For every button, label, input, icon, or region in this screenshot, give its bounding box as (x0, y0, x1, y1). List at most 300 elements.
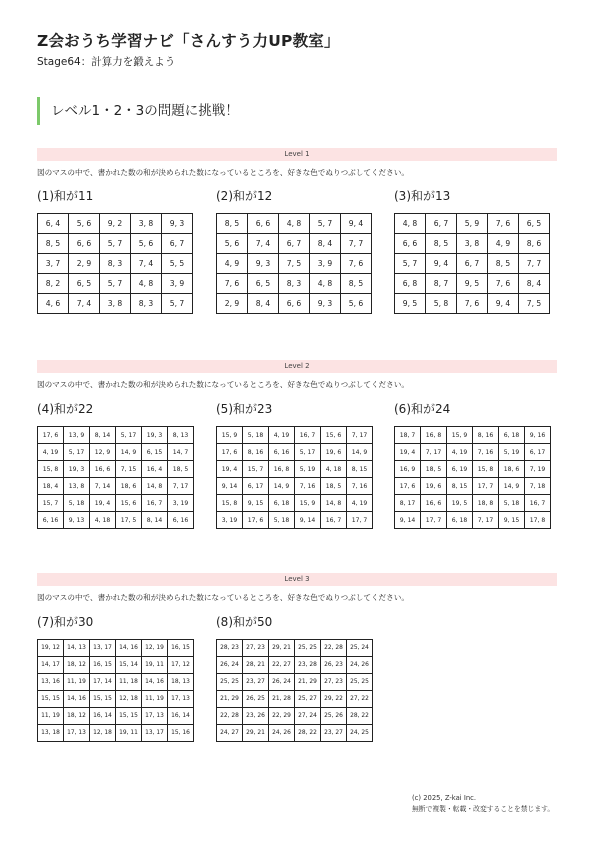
grid-row (217, 657, 373, 674)
grid-cell[interactable]: 5, 7 (100, 234, 131, 254)
grid-row (217, 691, 373, 708)
grid-cell[interactable]: 26, 24 (217, 657, 243, 674)
grid-cell[interactable]: 25, 26 (321, 708, 347, 725)
grid-row (217, 640, 373, 657)
grid-cell[interactable]: 16, 14 (90, 708, 116, 725)
grid-row (217, 461, 373, 478)
grid-cell[interactable]: 16, 7 (142, 495, 168, 512)
grid-cell[interactable]: 19, 4 (90, 495, 116, 512)
grid-cell[interactable]: 17, 14 (90, 674, 116, 691)
grid-cell[interactable]: 5, 6 (69, 214, 100, 234)
grid-cell[interactable]: 8, 5 (426, 234, 457, 254)
grid-cell[interactable]: 6, 18 (499, 427, 525, 444)
grid-cell[interactable]: 8, 4 (519, 274, 550, 294)
grid-cell[interactable]: 8, 17 (395, 495, 421, 512)
grid-row (395, 461, 551, 478)
grid-cell[interactable]: 17, 6 (38, 427, 64, 444)
grid-cell[interactable]: 19, 12 (38, 640, 64, 657)
grid-cell[interactable]: 14, 16 (116, 640, 142, 657)
grid-cell[interactable]: 17, 6 (217, 444, 243, 461)
grid-cell[interactable]: 21, 29 (217, 691, 243, 708)
grid-cell[interactable]: 16, 6 (90, 461, 116, 478)
grid-row (38, 461, 194, 478)
grid-cell[interactable]: 17, 6 (243, 512, 269, 529)
grid-row (395, 294, 550, 314)
grid-cell[interactable]: 22, 28 (217, 708, 243, 725)
grid-cell[interactable]: 7, 17 (473, 512, 499, 529)
grid-cell[interactable]: 8, 4 (248, 294, 279, 314)
grid-cell[interactable]: 19, 6 (421, 478, 447, 495)
grid-cell[interactable]: 18, 5 (321, 478, 347, 495)
grid-cell[interactable]: 15, 8 (217, 495, 243, 512)
problem-5-grid (216, 426, 373, 529)
grid-cell[interactable]: 4, 19 (347, 495, 373, 512)
grid-cell[interactable]: 18, 12 (64, 657, 90, 674)
grid-cell[interactable]: 5, 17 (116, 427, 142, 444)
grid-cell[interactable]: 23, 27 (243, 674, 269, 691)
grid-cell[interactable]: 6, 6 (248, 214, 279, 234)
grid-cell[interactable]: 7, 17 (421, 444, 447, 461)
grid-cell[interactable]: 15, 9 (447, 427, 473, 444)
grid-cell[interactable]: 24, 26 (347, 657, 373, 674)
grid-cell[interactable]: 3, 9 (310, 254, 341, 274)
grid-row (38, 254, 193, 274)
grid-cell[interactable]: 6, 16 (168, 512, 194, 529)
grid-cell[interactable]: 17, 12 (168, 657, 194, 674)
grid-cell[interactable]: 16, 4 (142, 461, 168, 478)
problem-5-label: (5)和が23 (216, 402, 273, 416)
grid-cell[interactable]: 7, 6 (488, 274, 519, 294)
grid-cell[interactable]: 23, 26 (243, 708, 269, 725)
grid-cell[interactable]: 5, 7 (310, 214, 341, 234)
grid-cell[interactable]: 3, 8 (457, 234, 488, 254)
grid-cell[interactable]: 22, 29 (269, 708, 295, 725)
grid-cell[interactable]: 3, 19 (168, 495, 194, 512)
grid-row (38, 444, 194, 461)
grid-cell[interactable]: 15, 8 (38, 461, 64, 478)
level-1-instruction: 図のマスの中で、書かれた数の和が決められた数になっているところを、好きな色でぬりつぶしてください。 (37, 168, 409, 177)
grid-cell[interactable]: 3, 19 (217, 512, 243, 529)
grid-cell[interactable]: 27, 23 (243, 640, 269, 657)
problem-2-label: (2)和が12 (216, 189, 273, 203)
grid-cell[interactable]: 17, 7 (421, 512, 447, 529)
grid-cell[interactable]: 5, 9 (457, 214, 488, 234)
grid-cell[interactable]: 19, 11 (142, 657, 168, 674)
grid-cell[interactable]: 4, 19 (269, 427, 295, 444)
grid-row (395, 495, 551, 512)
grid-cell[interactable]: 8, 15 (447, 478, 473, 495)
grid-cell[interactable]: 15, 7 (243, 461, 269, 478)
grid-cell[interactable]: 7, 17 (168, 478, 194, 495)
grid-cell[interactable]: 7, 6 (488, 214, 519, 234)
grid-cell[interactable]: 14, 16 (64, 691, 90, 708)
grid-cell[interactable]: 5, 19 (499, 444, 525, 461)
grid-cell[interactable]: 28, 22 (295, 725, 321, 742)
grid-cell[interactable]: 4, 6 (38, 294, 69, 314)
grid-cell[interactable]: 3, 7 (38, 254, 69, 274)
grid-cell[interactable]: 16, 14 (168, 708, 194, 725)
grid-cell[interactable]: 13, 17 (142, 725, 168, 742)
grid-cell[interactable]: 15, 15 (116, 708, 142, 725)
grid-cell[interactable]: 5, 17 (295, 444, 321, 461)
grid-cell[interactable]: 5, 19 (295, 461, 321, 478)
grid-cell[interactable]: 5, 5 (162, 254, 193, 274)
grid-cell[interactable]: 6, 18 (269, 495, 295, 512)
grid-cell[interactable]: 17, 7 (473, 478, 499, 495)
grid-cell[interactable]: 9, 2 (100, 214, 131, 234)
grid-cell[interactable]: 17, 8 (525, 512, 551, 529)
grid-row (38, 725, 194, 742)
grid-cell[interactable]: 29, 21 (243, 725, 269, 742)
grid-cell[interactable]: 8, 7 (426, 274, 457, 294)
grid-cell[interactable]: 14, 8 (321, 495, 347, 512)
grid-cell[interactable]: 18, 8 (473, 495, 499, 512)
grid-cell[interactable]: 19, 5 (447, 495, 473, 512)
grid-cell[interactable]: 8, 5 (341, 274, 372, 294)
grid-cell[interactable]: 19, 3 (64, 461, 90, 478)
challenge-heading: レベル1・2・3の問題に挑戦！ (37, 97, 239, 125)
grid-cell[interactable]: 19, 11 (116, 725, 142, 742)
grid-cell[interactable]: 16, 9 (395, 461, 421, 478)
grid-cell[interactable]: 6, 17 (525, 444, 551, 461)
grid-cell[interactable]: 4, 19 (38, 444, 64, 461)
grid-cell[interactable]: 15, 14 (116, 657, 142, 674)
grid-cell[interactable]: 6, 16 (269, 444, 295, 461)
grid-cell[interactable]: 26, 25 (243, 691, 269, 708)
grid-cell[interactable]: 6, 7 (457, 254, 488, 274)
grid-cell[interactable]: 12, 18 (90, 725, 116, 742)
problem-2-grid (216, 213, 372, 314)
grid-row (217, 274, 372, 294)
grid-cell[interactable]: 18, 6 (116, 478, 142, 495)
grid-cell[interactable]: 27, 22 (347, 691, 373, 708)
grid-cell[interactable]: 6, 6 (395, 234, 426, 254)
grid-cell[interactable]: 25, 27 (295, 691, 321, 708)
grid-cell[interactable]: 9, 5 (395, 294, 426, 314)
grid-cell[interactable]: 27, 23 (321, 674, 347, 691)
problem-3-grid (394, 213, 550, 314)
grid-cell[interactable]: 9, 3 (248, 254, 279, 274)
grid-cell[interactable]: 15, 15 (38, 691, 64, 708)
grid-cell[interactable]: 13, 18 (38, 725, 64, 742)
grid-row (38, 274, 193, 294)
grid-row (395, 234, 550, 254)
grid-cell[interactable]: 5, 18 (243, 427, 269, 444)
grid-cell[interactable]: 11, 18 (116, 674, 142, 691)
grid-cell[interactable]: 8, 16 (473, 427, 499, 444)
grid-cell[interactable]: 5, 7 (100, 274, 131, 294)
grid-cell[interactable]: 4, 8 (310, 274, 341, 294)
grid-cell[interactable]: 2, 9 (69, 254, 100, 274)
grid-cell[interactable]: 14, 13 (64, 640, 90, 657)
grid-cell[interactable]: 8, 3 (131, 294, 162, 314)
grid-cell[interactable]: 2, 9 (217, 294, 248, 314)
grid-cell[interactable]: 14, 16 (142, 674, 168, 691)
grid-cell[interactable]: 4, 9 (217, 254, 248, 274)
grid-cell[interactable]: 23, 28 (295, 657, 321, 674)
problem-4-label: (4)和が22 (37, 402, 94, 416)
grid-cell[interactable]: 11, 19 (64, 674, 90, 691)
grid-cell[interactable]: 7, 5 (279, 254, 310, 274)
grid-cell[interactable]: 25, 25 (295, 640, 321, 657)
grid-cell[interactable]: 5, 6 (131, 234, 162, 254)
grid-cell[interactable]: 15, 15 (90, 691, 116, 708)
grid-cell[interactable]: 16, 8 (269, 461, 295, 478)
grid-cell[interactable]: 9, 15 (243, 495, 269, 512)
grid-cell[interactable]: 14, 9 (116, 444, 142, 461)
grid-row (217, 674, 373, 691)
grid-row (217, 725, 373, 742)
grid-cell[interactable]: 9, 14 (217, 478, 243, 495)
grid-cell[interactable]: 7, 16 (473, 444, 499, 461)
level-2-band: Level 2 (37, 360, 557, 373)
grid-cell[interactable]: 5, 7 (395, 254, 426, 274)
grid-cell[interactable]: 16, 6 (421, 495, 447, 512)
grid-cell[interactable]: 7, 7 (519, 254, 550, 274)
grid-cell[interactable]: 8, 13 (168, 427, 194, 444)
grid-cell[interactable]: 7, 15 (116, 461, 142, 478)
grid-cell[interactable]: 12, 19 (142, 640, 168, 657)
grid-cell[interactable]: 6, 16 (38, 512, 64, 529)
grid-cell[interactable]: 19, 4 (217, 461, 243, 478)
grid-cell[interactable]: 19, 6 (321, 444, 347, 461)
grid-cell[interactable]: 12, 9 (90, 444, 116, 461)
grid-cell[interactable]: 28, 22 (347, 708, 373, 725)
grid-cell[interactable]: 7, 16 (295, 478, 321, 495)
grid-cell[interactable]: 9, 4 (488, 294, 519, 314)
grid-row (217, 294, 372, 314)
grid-cell[interactable]: 6, 17 (243, 478, 269, 495)
grid-cell[interactable]: 14, 9 (499, 478, 525, 495)
grid-row (38, 495, 194, 512)
grid-cell[interactable]: 21, 29 (295, 674, 321, 691)
grid-cell[interactable]: 25, 25 (347, 674, 373, 691)
grid-cell[interactable]: 4, 8 (131, 274, 162, 294)
grid-cell[interactable]: 8, 3 (100, 254, 131, 274)
grid-cell[interactable]: 18, 6 (499, 461, 525, 478)
grid-cell[interactable]: 3, 8 (100, 294, 131, 314)
grid-row (395, 254, 550, 274)
level-3-band: Level 3 (37, 573, 557, 586)
grid-cell[interactable]: 15, 9 (217, 427, 243, 444)
grid-cell[interactable]: 5, 7 (162, 294, 193, 314)
problem-8-grid (216, 639, 373, 742)
grid-cell[interactable]: 15, 6 (321, 427, 347, 444)
grid-cell[interactable]: 16, 7 (321, 512, 347, 529)
grid-cell[interactable]: 25, 24 (347, 640, 373, 657)
grid-cell[interactable]: 6, 8 (395, 274, 426, 294)
grid-cell[interactable]: 6, 5 (69, 274, 100, 294)
grid-cell[interactable]: 18, 7 (395, 427, 421, 444)
page-subtitle: Stage64：計算力を鍛えよう (37, 56, 176, 68)
grid-row (38, 294, 193, 314)
grid-cell[interactable]: 24, 27 (217, 725, 243, 742)
grid-cell[interactable]: 6, 4 (38, 214, 69, 234)
grid-cell[interactable]: 15, 6 (116, 495, 142, 512)
grid-cell[interactable]: 17, 7 (347, 512, 373, 529)
grid-cell[interactable]: 13, 17 (90, 640, 116, 657)
grid-cell[interactable]: 9, 4 (341, 214, 372, 234)
grid-cell[interactable]: 7, 16 (347, 478, 373, 495)
grid-cell[interactable]: 6, 5 (248, 274, 279, 294)
grid-cell[interactable]: 4, 9 (488, 234, 519, 254)
footer-notice: 無断で複製・転載・改変することを禁じます。 (412, 805, 555, 813)
grid-cell[interactable]: 8, 5 (38, 234, 69, 254)
grid-cell[interactable]: 4, 18 (321, 461, 347, 478)
grid-row (38, 427, 194, 444)
grid-cell[interactable]: 9, 14 (395, 512, 421, 529)
grid-cell[interactable]: 6, 15 (142, 444, 168, 461)
grid-cell[interactable]: 16, 7 (525, 495, 551, 512)
grid-cell[interactable]: 8, 2 (38, 274, 69, 294)
grid-cell[interactable]: 3, 9 (162, 274, 193, 294)
grid-cell[interactable]: 6, 18 (447, 512, 473, 529)
grid-cell[interactable]: 7, 17 (347, 427, 373, 444)
grid-cell[interactable]: 6, 6 (279, 294, 310, 314)
grid-cell[interactable]: 8, 5 (217, 214, 248, 234)
grid-cell[interactable]: 9, 3 (162, 214, 193, 234)
grid-cell[interactable]: 7, 19 (525, 461, 551, 478)
grid-row (217, 427, 373, 444)
grid-row (217, 234, 372, 254)
grid-cell[interactable]: 6, 7 (279, 234, 310, 254)
grid-cell[interactable]: 7, 18 (525, 478, 551, 495)
grid-cell[interactable]: 16, 15 (168, 640, 194, 657)
grid-cell[interactable]: 27, 24 (295, 708, 321, 725)
grid-cell[interactable]: 22, 27 (269, 657, 295, 674)
grid-cell[interactable]: 25, 25 (217, 674, 243, 691)
grid-cell[interactable]: 23, 27 (321, 725, 347, 742)
grid-cell[interactable]: 8, 14 (142, 512, 168, 529)
grid-cell[interactable]: 16, 15 (90, 657, 116, 674)
grid-cell[interactable]: 9, 13 (64, 512, 90, 529)
grid-cell[interactable]: 9, 14 (295, 512, 321, 529)
grid-cell[interactable]: 17, 13 (64, 725, 90, 742)
grid-row (217, 495, 373, 512)
grid-row (38, 512, 194, 529)
grid-cell[interactable]: 13, 8 (64, 478, 90, 495)
grid-cell[interactable]: 9, 4 (426, 254, 457, 274)
grid-cell[interactable]: 5, 17 (64, 444, 90, 461)
grid-cell[interactable]: 7, 6 (457, 294, 488, 314)
grid-cell[interactable]: 17, 6 (395, 478, 421, 495)
grid-cell[interactable]: 13, 9 (64, 427, 90, 444)
grid-cell[interactable]: 6, 19 (447, 461, 473, 478)
grid-cell[interactable]: 26, 24 (269, 674, 295, 691)
grid-cell[interactable]: 5, 8 (426, 294, 457, 314)
grid-cell[interactable]: 17, 13 (168, 691, 194, 708)
grid-row (395, 512, 551, 529)
grid-cell[interactable]: 8, 3 (279, 274, 310, 294)
grid-cell[interactable]: 29, 22 (321, 691, 347, 708)
grid-cell[interactable]: 18, 5 (421, 461, 447, 478)
grid-cell[interactable]: 7, 6 (341, 254, 372, 274)
grid-cell[interactable]: 6, 7 (426, 214, 457, 234)
grid-cell[interactable]: 16, 8 (421, 427, 447, 444)
grid-cell[interactable]: 6, 6 (69, 234, 100, 254)
grid-cell[interactable]: 5, 6 (217, 234, 248, 254)
grid-cell[interactable]: 14, 7 (168, 444, 194, 461)
grid-cell[interactable]: 15, 16 (168, 725, 194, 742)
grid-cell[interactable]: 8, 16 (243, 444, 269, 461)
grid-cell[interactable]: 8, 6 (519, 234, 550, 254)
grid-cell[interactable]: 11, 19 (38, 708, 64, 725)
grid-cell[interactable]: 19, 4 (395, 444, 421, 461)
problem-7-label: (7)和が30 (37, 615, 94, 629)
grid-cell[interactable]: 8, 4 (310, 234, 341, 254)
grid-cell[interactable]: 21, 28 (269, 691, 295, 708)
grid-cell[interactable]: 6, 7 (162, 234, 193, 254)
grid-cell[interactable]: 17, 13 (142, 708, 168, 725)
grid-cell[interactable]: 7, 4 (248, 234, 279, 254)
grid-cell[interactable]: 12, 18 (116, 691, 142, 708)
grid-cell[interactable]: 9, 15 (499, 512, 525, 529)
grid-cell[interactable]: 18, 4 (38, 478, 64, 495)
grid-cell[interactable]: 3, 8 (131, 214, 162, 234)
grid-cell[interactable]: 28, 21 (243, 657, 269, 674)
grid-row (217, 214, 372, 234)
grid-cell[interactable]: 4, 8 (395, 214, 426, 234)
grid-row (38, 478, 194, 495)
grid-cell[interactable]: 18, 5 (168, 461, 194, 478)
grid-cell[interactable]: 26, 23 (321, 657, 347, 674)
grid-cell[interactable]: 7, 4 (131, 254, 162, 274)
grid-cell[interactable]: 28, 23 (217, 640, 243, 657)
grid-cell[interactable]: 4, 8 (279, 214, 310, 234)
grid-cell[interactable]: 9, 5 (457, 274, 488, 294)
grid-cell[interactable]: 29, 21 (269, 640, 295, 657)
grid-cell[interactable]: 14, 17 (38, 657, 64, 674)
grid-row (38, 691, 194, 708)
grid-cell[interactable]: 17, 5 (116, 512, 142, 529)
grid-cell[interactable]: 14, 9 (347, 444, 373, 461)
grid-cell[interactable]: 5, 18 (499, 495, 525, 512)
grid-cell[interactable]: 22, 28 (321, 640, 347, 657)
grid-cell[interactable]: 14, 9 (269, 478, 295, 495)
grid-cell[interactable]: 8, 15 (347, 461, 373, 478)
grid-cell[interactable]: 6, 5 (519, 214, 550, 234)
grid-cell[interactable]: 24, 25 (347, 725, 373, 742)
grid-cell[interactable]: 9, 16 (525, 427, 551, 444)
grid-cell[interactable]: 18, 12 (64, 708, 90, 725)
grid-cell[interactable]: 24, 26 (269, 725, 295, 742)
grid-cell[interactable]: 5, 18 (64, 495, 90, 512)
grid-cell[interactable]: 7, 6 (217, 274, 248, 294)
grid-row (217, 254, 372, 274)
grid-cell[interactable]: 5, 6 (341, 294, 372, 314)
grid-cell[interactable]: 8, 14 (90, 427, 116, 444)
grid-cell[interactable]: 7, 14 (90, 478, 116, 495)
grid-cell[interactable]: 5, 18 (269, 512, 295, 529)
grid-cell[interactable]: 18, 13 (168, 674, 194, 691)
grid-cell[interactable]: 15, 9 (295, 495, 321, 512)
grid-cell[interactable]: 4, 18 (90, 512, 116, 529)
grid-cell[interactable]: 7, 5 (519, 294, 550, 314)
grid-cell[interactable]: 8, 5 (488, 254, 519, 274)
grid-cell[interactable]: 14, 8 (142, 478, 168, 495)
grid-cell[interactable]: 4, 19 (447, 444, 473, 461)
grid-cell[interactable]: 15, 8 (473, 461, 499, 478)
grid-cell[interactable]: 7, 4 (69, 294, 100, 314)
grid-cell[interactable]: 7, 7 (341, 234, 372, 254)
grid-cell[interactable]: 16, 7 (295, 427, 321, 444)
grid-cell[interactable]: 9, 3 (310, 294, 341, 314)
problem-1-grid (37, 213, 193, 314)
grid-cell[interactable]: 11, 19 (142, 691, 168, 708)
grid-cell[interactable]: 13, 16 (38, 674, 64, 691)
grid-cell[interactable]: 19, 3 (142, 427, 168, 444)
grid-cell[interactable]: 15, 7 (38, 495, 64, 512)
